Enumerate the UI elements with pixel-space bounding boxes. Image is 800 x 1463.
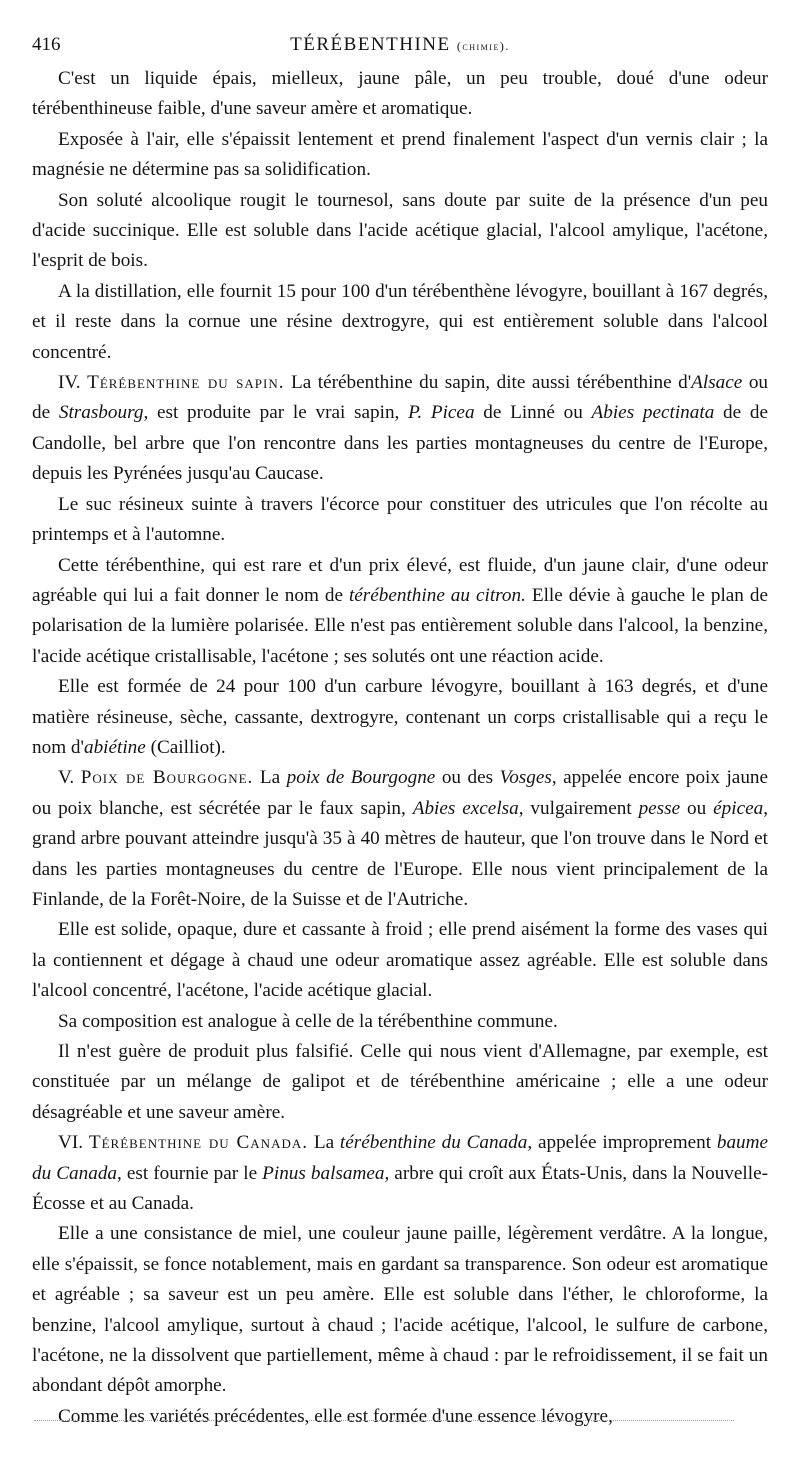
- paragraph-10: Elle est solide, opaque, dure et cassante à froid ; elle prend aisément la forme des vases qui la contiennent et dégage à chaud une odeur aromatique assez agréable. Elle est soluble dans l'alcool concentré, l'acétone, l'acide acétique glacial.: [32, 919, 768, 1002]
- text-run: , vulgairement: [518, 797, 639, 819]
- italic-term: Alsace: [691, 372, 743, 394]
- text-run: Elle dévie à gauche le plan de polarisation de la lumière polarisée. Elle n'est pas entièrement soluble dans l'alcool, la benzine, l'acide acétique cristallisable, l'acétone ; ses solutés ont une réaction acide.: [32, 584, 768, 667]
- text-run: La: [313, 1132, 340, 1154]
- italic-term: térébenthine du Canada: [339, 1132, 528, 1154]
- section-number: V.: [58, 767, 75, 789]
- paragraph-14: Elle a une consistance de miel, une couleur jaune paille, légèrement verdâtre. A la longue, elle s'épaissit, se fonce notablement, mais en gardant sa transparence. Son odeur est aromatique et agréable ; sa saveur est un peu amère. Elle est soluble dans l'éther, le chloroforme, la benzine, l'alcool amylique, surtout à chaud ; l'acide acétique, l'alcool, le sulfure de carbone, l'acétone, ne la dissolvent que partiellement, même à chaud : par le refroidissement, il se fait un abondant dépôt amorphe.: [32, 1223, 768, 1397]
- text-run: , appelée encore poix jaune ou poix blanche, est sécrétée par le faux sapin,: [32, 767, 769, 819]
- text-run: La: [259, 767, 287, 789]
- text-run: , arbre qui croît aux États-Unis, dans la Nouvelle-Écosse et au Canada.: [32, 1162, 768, 1215]
- section-heading: Térébenthine du Canada.: [88, 1132, 309, 1154]
- document-page: [32, 30, 768, 1432]
- text-run: Elle est formée de 24 pour 100 d'un carbure lévogyre, bouillant à 163 degrés, et d'une matière résineuse, sèche, cassante, dextrogyre, contenant un corps cristallisable qui a reçu le nom d': [32, 676, 768, 758]
- text-run: La térébenthine du sapin, dite aussi térébenthine d': [291, 372, 692, 394]
- italic-term: Abies pectinata: [591, 402, 715, 424]
- text-run: ou: [680, 797, 714, 819]
- paragraph-11: Sa composition est analogue à celle de la térébenthine commune.: [58, 1010, 558, 1032]
- italic-term: poix de Bourgogne: [286, 767, 436, 789]
- text-run: , est produite par le vrai sapin,: [143, 402, 409, 424]
- italic-term: baume du Canada: [32, 1132, 769, 1184]
- italic-term: Vosges: [499, 767, 552, 789]
- paragraph-12: Il n'est guère de produit plus falsifié. Celle qui nous vient d'Allemagne, par exemple, est constituée par un mélange de galipot et de térébenthine américaine ; elle a une odeur désagréable et une saveur amère.: [32, 1041, 768, 1123]
- paragraph-8: [32, 672, 768, 763]
- text-run: ou des: [435, 767, 500, 789]
- text-run: de Linné ou: [474, 402, 592, 424]
- section-number: IV.: [58, 372, 81, 394]
- text-run: (Cailliot).: [145, 736, 226, 758]
- section-number: VI.: [58, 1132, 84, 1154]
- running-title: [32, 30, 768, 61]
- section-heading: Poix de Bourgogne.: [80, 767, 254, 789]
- text-run: , appelée improprement: [527, 1132, 717, 1154]
- footer-rule: [34, 1420, 734, 1421]
- header-title: TÉRÉBENTHINE: [290, 34, 451, 55]
- paragraph-15: Comme les variétés précédentes, elle est formée d'une essence lévogyre,: [58, 1405, 613, 1427]
- italic-term: abiétine: [83, 736, 146, 758]
- italic-term: pesse: [638, 797, 681, 819]
- italic-term: Pinus balsamea: [262, 1162, 385, 1184]
- header-note: (chimie).: [456, 39, 510, 53]
- paragraph-3: Son soluté alcoolique rougit le tournesol, sans doute par suite de la présence d'un peu d'acide succinique. Elle est soluble dans l'acide acétique glacial, l'alcool amylique, l'acétone, l'esprit de bois.: [32, 189, 768, 272]
- italic-term: P. Picea: [408, 402, 475, 424]
- section-v-paragraph: [32, 763, 768, 915]
- page-number: 416: [32, 34, 61, 55]
- italic-term: Strasbourg: [58, 402, 144, 424]
- text-run: , grand arbre pouvant atteindre jusqu'à 35 à 40 mètres de hauteur, que l'on trouve dans le Nord et dans les parties montagneuses du centre de l'Europe. Elle nous vient principalement de la Finlande, de la Forêt-Noire, de la Suisse et de l'Autriche.: [32, 797, 768, 910]
- italic-term: térébenthine au citron.: [348, 584, 526, 606]
- text-run: ou de: [32, 372, 769, 424]
- paragraph-2: Exposée à l'air, elle s'épaissit lentement et prend finalement l'aspect d'un vernis clair ; la magnésie ne détermine pas sa solidification.: [32, 128, 768, 181]
- text-run: de de Candolle, bel arbre que l'on rencontre dans les parties montagneuses du centre de l'Europe, depuis les Pyrénées jusqu'au Caucase.: [32, 402, 768, 485]
- paragraph-7: [32, 551, 768, 673]
- section-iv-paragraph: [32, 368, 768, 490]
- section-vi-paragraph: [32, 1128, 768, 1219]
- paragraph-1: C'est un liquide épais, mielleux, jaune pâle, un peu trouble, doué d'une odeur térébenthineuse faible, d'une saveur amère et aromatique.: [32, 68, 768, 120]
- paragraph-4: A la distillation, elle fournit 15 pour 100 d'un térébenthène lévogyre, bouillant à 167 degrés, et il reste dans la cornue une résine dextrogyre, qui est entièrement soluble dans l'alcool concentré.: [32, 280, 768, 363]
- text-run: , est fournie par le: [117, 1162, 263, 1184]
- italic-term: Abies excelsa: [412, 797, 519, 819]
- italic-term: épicea: [713, 797, 764, 819]
- running-header: [32, 30, 768, 64]
- section-heading: Térébenthine du sapin.: [87, 372, 285, 394]
- paragraph-6: Le suc résineux suinte à travers l'écorce pour constituer des utricules que l'on récolte au printemps et à l'automne.: [32, 493, 768, 546]
- text-run: Cette térébenthine, qui est rare et d'un prix élevé, est fluide, d'un jaune clair, d'une odeur agréable qui lui a fait donner le nom de: [32, 554, 768, 606]
